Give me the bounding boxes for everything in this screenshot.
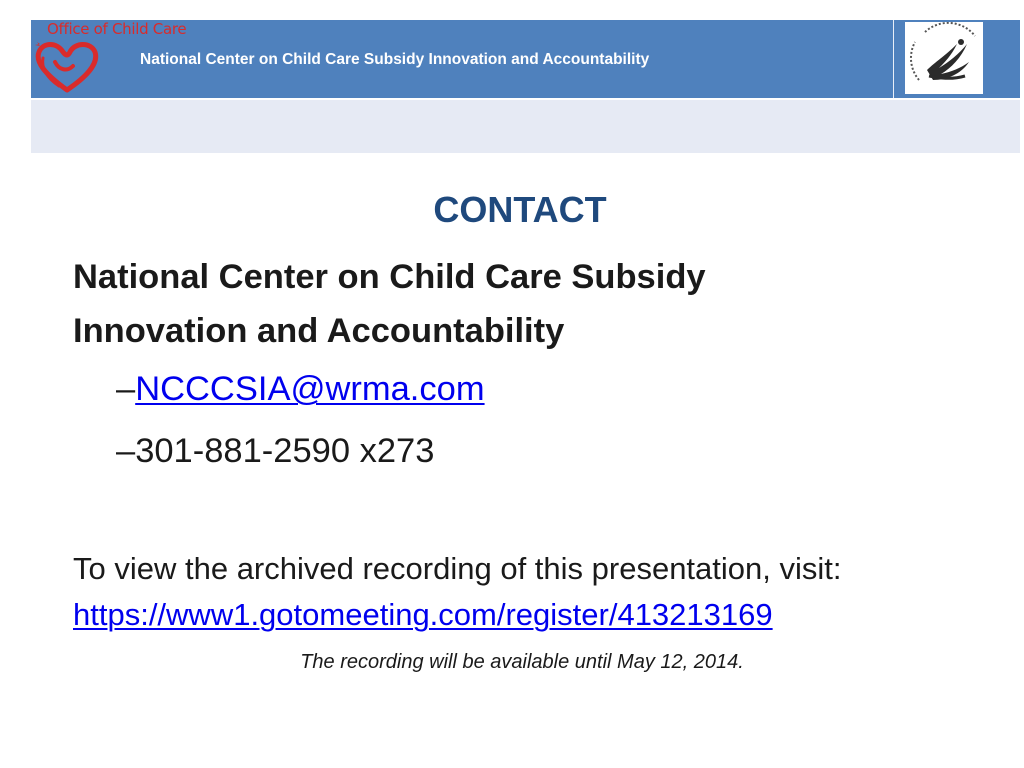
header-divider xyxy=(893,20,894,98)
phone-number: 301-881-2590 x273 xyxy=(135,432,435,470)
contact-heading: CONTACT xyxy=(433,189,607,230)
header-sub-band xyxy=(31,100,1020,153)
heart-icon xyxy=(33,36,101,96)
archive-text: To view the archived recording of this presentation, visit: xyxy=(73,551,842,586)
seal-box xyxy=(905,22,983,94)
phone-line xyxy=(116,432,434,471)
dash-bullet: – xyxy=(116,432,136,470)
availability-note: The recording will be available until May 12, 2014. xyxy=(300,651,744,673)
logo-text: Office of Child Care xyxy=(47,20,187,38)
email-link[interactable]: NCCCSIA@wrma.com xyxy=(135,370,485,408)
header-title: National Center on Child Care Subsidy Innovation and Accountability xyxy=(140,51,650,68)
archive-link-line xyxy=(73,597,773,633)
dash-bullet: – xyxy=(116,370,136,408)
office-of-child-care-logo xyxy=(33,20,187,96)
hhs-seal-icon xyxy=(905,22,983,94)
email-line xyxy=(116,370,485,409)
archive-recording-link[interactable]: https://www1.gotomeeting.com/register/413213169 xyxy=(73,597,773,632)
organization-name: National Center on Child Care Subsidy Innovation and Accountability xyxy=(73,258,706,350)
